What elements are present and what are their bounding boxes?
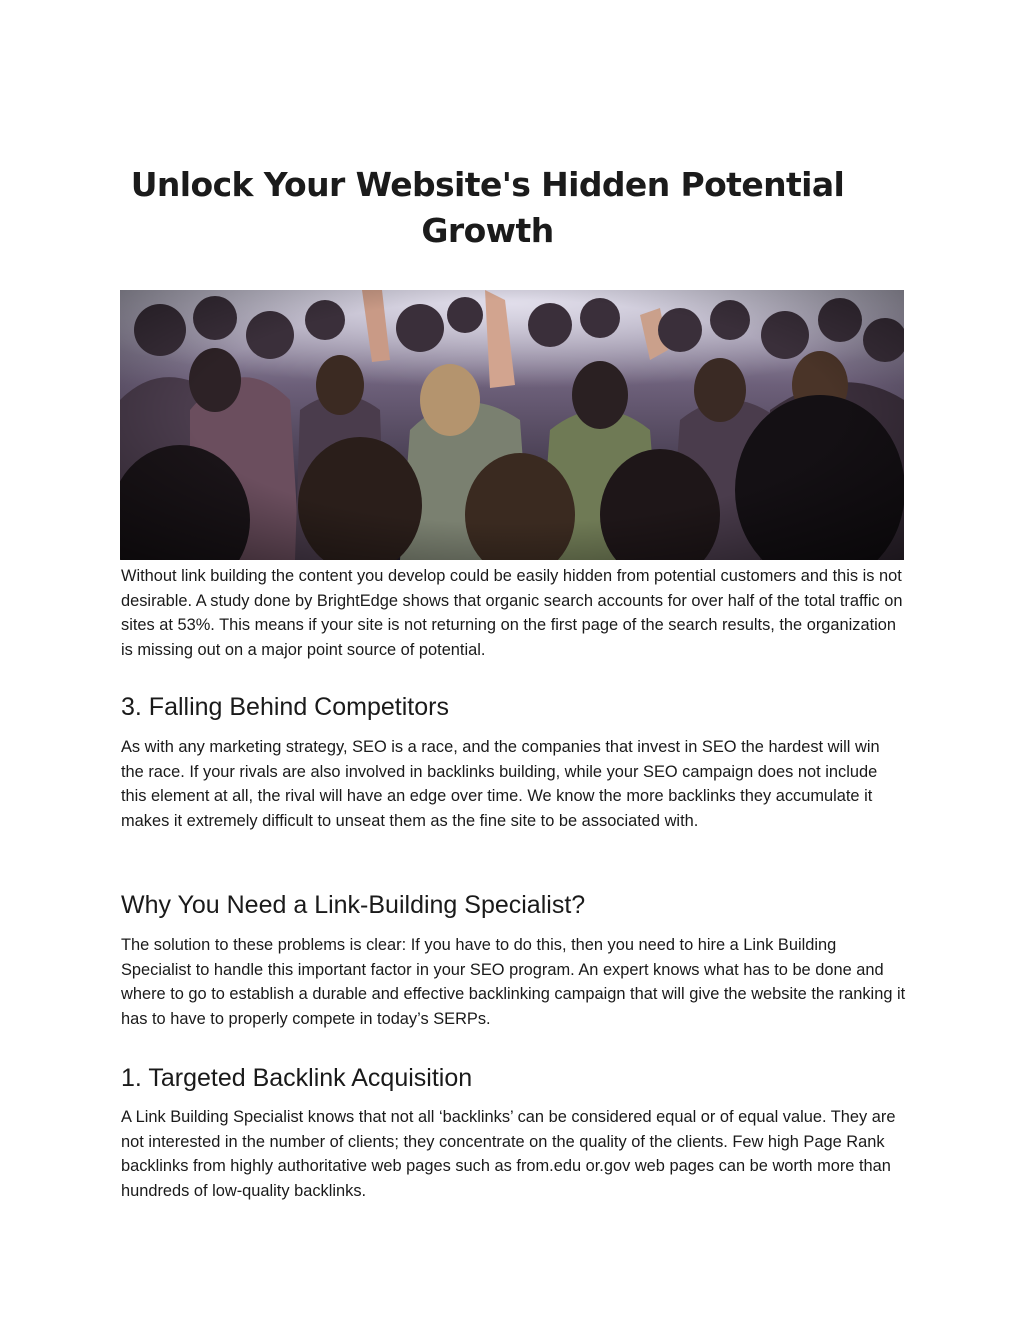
section-paragraph-falling-behind: As with any marketing strategy, SEO is a race, and the companies that invest in SEO the hardest will win the race. If your rivals are also involved in backlinks building, while your SEO campaign does not include this element at all, the rival will have an edge over time. We know the more backlinks they accumulate it makes it extremely difficult to unseat them as the fine site to be associated with. xyxy=(121,738,880,830)
section-heading-why-specialist: Why You Need a Link-Building Specialist? xyxy=(121,891,586,919)
page-title: Unlock Your Website's Hidden Potential Growth xyxy=(130,165,845,250)
section-heading-targeted-acquisition: 1. Targeted Backlink Acquisition xyxy=(121,1064,473,1092)
section-paragraph-targeted-acquisition: A Link Building Specialist knows that not all ‘backlinks’ can be considered equal or of equal value. They are not interested in the number of clients; they concentrate on the quality of the clients. Few high Page Rank backlinks from highly authoritative web pages such as from.edu or.gov web pages can be worth more than hundreds of low-quality backlinks. xyxy=(121,1108,896,1200)
crowd-photo-icon xyxy=(120,290,904,560)
intro-paragraph: Without link building the content you develop could be easily hidden from potential customers and this is not desirable. A study done by BrightEdge shows that organic search accounts for over half of the total traffic on sites at 53%. This means if your site is not returning on the first page of the search results, the organization is missing out on a major point source of potential. xyxy=(121,567,903,659)
crowd-photo xyxy=(120,290,904,560)
section-paragraph-why-specialist: The solution to these problems is clear: If you have to do this, then you need to hire a Link Building Specialist to handle this important factor in your SEO program. An expert knows what has to be done and where to go to establish a durable and effective backlinking campaign that will give the website the ranking it has to have to properly compete in today’s SERPs. xyxy=(121,936,906,1028)
section-heading-falling-behind: 3. Falling Behind Competitors xyxy=(121,693,449,721)
